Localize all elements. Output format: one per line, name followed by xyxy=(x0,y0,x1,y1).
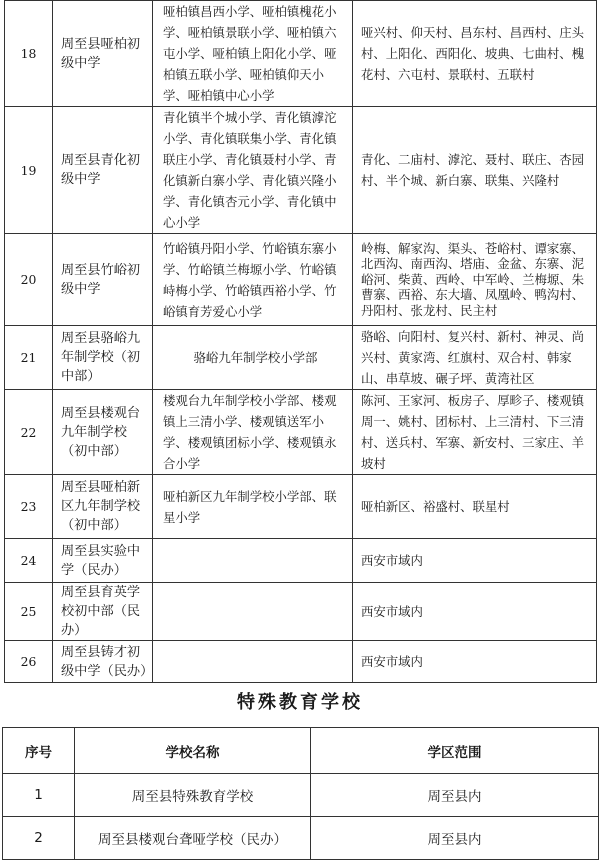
row-number: 2 xyxy=(3,817,75,860)
table-row xyxy=(5,539,597,583)
zone-area: 青化、二庙村、滹沱、聂村、联庄、杏园村、半个城、新白寨、联集、兴隆村 xyxy=(353,107,597,234)
table-row xyxy=(5,1,597,107)
table-row xyxy=(5,390,597,475)
zone-area: 西安市域内 xyxy=(353,641,597,683)
row-number: 18 xyxy=(5,1,53,107)
zone-area: 西安市域内 xyxy=(353,583,597,641)
row-number: 25 xyxy=(5,583,53,641)
special-education-title: 特殊教育学校 xyxy=(237,692,363,713)
feeder-primary-schools: 楼观台九年制学校小学部、楼观镇上三清小学、楼观镇送军小学、楼观镇团标小学、楼观镇永合小学 xyxy=(153,390,353,475)
school-name: 周至县哑柏初级中学 xyxy=(53,1,153,107)
row-number: 23 xyxy=(5,475,53,539)
row-number: 22 xyxy=(5,390,53,475)
table-row xyxy=(5,641,597,683)
table-row xyxy=(5,475,597,539)
header-school-name: 学校名称 xyxy=(75,728,311,774)
feeder-primary-schools xyxy=(153,641,353,683)
zone-area: 哑兴村、仰天村、昌东村、昌西村、庄头村、上阳化、西阳化、坡典、七曲村、槐花村、六屯村、景联村、五联村 xyxy=(353,1,597,107)
row-number: 20 xyxy=(5,234,53,326)
row-number: 24 xyxy=(5,539,53,583)
feeder-primary-schools xyxy=(153,539,353,583)
header-number: 序号 xyxy=(3,728,75,774)
school-name: 周至县特殊教育学校 xyxy=(75,774,311,817)
feeder-primary-schools: 竹峪镇丹阳小学、竹峪镇东寨小学、竹峪镇兰梅塬小学、竹峪镇峙梅小学、竹峪镇西裕小学、竹峪镇育芳爱心小学 xyxy=(153,234,353,326)
school-name: 周至县骆峪九年制学校（初中部） xyxy=(53,326,153,390)
school-name: 周至县青化初级中学 xyxy=(53,107,153,234)
row-number: 21 xyxy=(5,326,53,390)
table-row xyxy=(3,817,599,860)
feeder-primary-schools: 骆峪九年制学校小学部 xyxy=(153,326,353,390)
school-name: 周至县实验中学（民办） xyxy=(53,539,153,583)
header-zone-area: 学区范围 xyxy=(311,728,599,774)
table-row xyxy=(5,234,597,326)
table-header-row xyxy=(3,728,599,774)
zone-area: 哑柏新区、裕盛村、联星村 xyxy=(353,475,597,539)
row-number: 1 xyxy=(3,774,75,817)
feeder-primary-schools: 哑柏新区九年制学校小学部、联星小学 xyxy=(153,475,353,539)
table-row xyxy=(5,107,597,234)
table-row xyxy=(3,774,599,817)
zone-area: 西安市域内 xyxy=(353,539,597,583)
row-number: 19 xyxy=(5,107,53,234)
row-number: 26 xyxy=(5,641,53,683)
feeder-primary-schools xyxy=(153,583,353,641)
school-name: 周至县楼观台聋哑学校（民办） xyxy=(75,817,311,860)
table-row xyxy=(5,326,597,390)
school-name: 周至县竹峪初级中学 xyxy=(53,234,153,326)
special-education-table xyxy=(2,727,599,860)
zone-area: 骆峪、向阳村、复兴村、新村、神灵、尚兴村、黄家湾、红旗村、双合村、韩家山、串草坡、碾子坪、黄湾社区 xyxy=(353,326,597,390)
zone-area: 周至县内 xyxy=(311,774,599,817)
table-row xyxy=(5,583,597,641)
school-name: 周至县铸才初级中学（民办） xyxy=(53,641,153,683)
zone-area: 周至县内 xyxy=(311,817,599,860)
feeder-primary-schools: 青化镇半个城小学、青化镇滹沱小学、青化镇联集小学、青化镇联庄小学、青化镇聂村小学、青化镇新白寨小学、青化镇兴隆小学、青化镇杏元小学、青化镇中心小学 xyxy=(153,107,353,234)
zone-area: 陈河、王家河、板房子、厚畛子、楼观镇周一、姚村、团标村、上三清村、下三清村、送兵村、军寨、新安村、三家庄、羊坡村 xyxy=(353,390,597,475)
feeder-primary-schools: 哑柏镇昌西小学、哑柏镇槐花小学、哑柏镇景联小学、哑柏镇六屯小学、哑柏镇上阳化小学、哑柏镇五联小学、哑柏镇仰天小学、哑柏镇中心小学 xyxy=(153,1,353,107)
junior-school-zone-table xyxy=(4,0,597,683)
school-name: 周至县育英学校初中部（民办） xyxy=(53,583,153,641)
school-name: 周至县哑柏新区九年制学校（初中部） xyxy=(53,475,153,539)
zone-area: 岭梅、解家沟、渠头、苍峪村、谭家寨、北西沟、南西沟、塔庙、金盆、东寨、泥峪河、柴黄、西岭、中军岭、兰梅塬、朱曹寨、西裕、东大墙、凤凰岭、鸭沟村、丹阳村、张龙村、民主村 xyxy=(353,234,597,326)
school-name: 周至县楼观台九年制学校（初中部） xyxy=(53,390,153,475)
